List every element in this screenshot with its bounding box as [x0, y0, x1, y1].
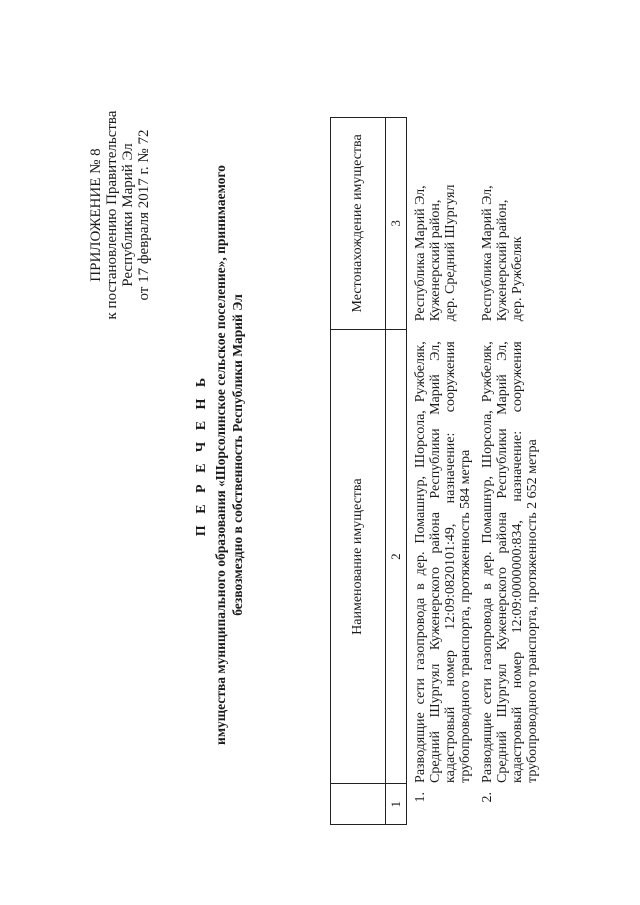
col-number-2: 2	[386, 329, 407, 784]
location-line: Республика Марий Эл,	[480, 185, 495, 322]
location-line: Куженерский район,	[495, 199, 510, 322]
property-location	[407, 118, 475, 330]
property-name: Разводящие сети газопровода в дер. Помашнур, Шорсола, Ружбеляк, Средний Шургуял Куженерского района Республики Марий Эл, кадастровый номер 12:09:0820101:49, назначение: сооружения трубопроводного транспорта, протяженность 584 метра	[413, 341, 473, 783]
appendix-reference: к постановлению Правительства	[104, 110, 120, 320]
location-line: Республика Марий Эл,	[413, 185, 428, 322]
location-line: дер. Средний Шургуял	[443, 184, 458, 322]
header-col-1	[331, 784, 386, 825]
row-number: 2.	[480, 791, 495, 803]
header-col-2: Наименование имущества	[331, 329, 386, 784]
title-heading: П Е Р Е Ч Е Н Ь	[194, 373, 209, 537]
property-name: Разводящие сети газопровода в дер. Помашнур, Шорсола, Ружбеляк, Средний Шургуял Куженерского района Республики Марий Эл, кадастровый номер 12:09:0000000:834, назначение: сооружения трубопроводного транспорта, протяженность 2 652 метра	[480, 341, 540, 783]
appendix-header	[88, 45, 152, 385]
col-number-1: 1	[386, 784, 407, 825]
property-location	[474, 118, 541, 330]
location-line: Куженерский район,	[428, 199, 443, 322]
title-line-2: безвозмездно в собственность Республики Марий Эл	[230, 294, 245, 616]
header-col-3: Местонахождение имущества	[331, 118, 386, 330]
row-number: 1.	[413, 791, 428, 803]
title-line-1: имущества муниципального образования «Шорсолинское сельское поселение», принимаемого	[213, 165, 228, 745]
table-row	[474, 118, 541, 825]
property-table	[330, 117, 541, 825]
table-row	[407, 118, 475, 825]
appendix-number: ПРИЛОЖЕНИЕ № 8	[88, 148, 104, 282]
appendix-date: от 17 февраля 2017 г. № 72	[136, 129, 152, 301]
location-line: дер. Ружбеляк	[510, 236, 525, 322]
document-title	[194, 105, 246, 805]
appendix-republic: Республики Марий Эл	[120, 143, 136, 287]
col-number-3: 3	[386, 118, 407, 330]
